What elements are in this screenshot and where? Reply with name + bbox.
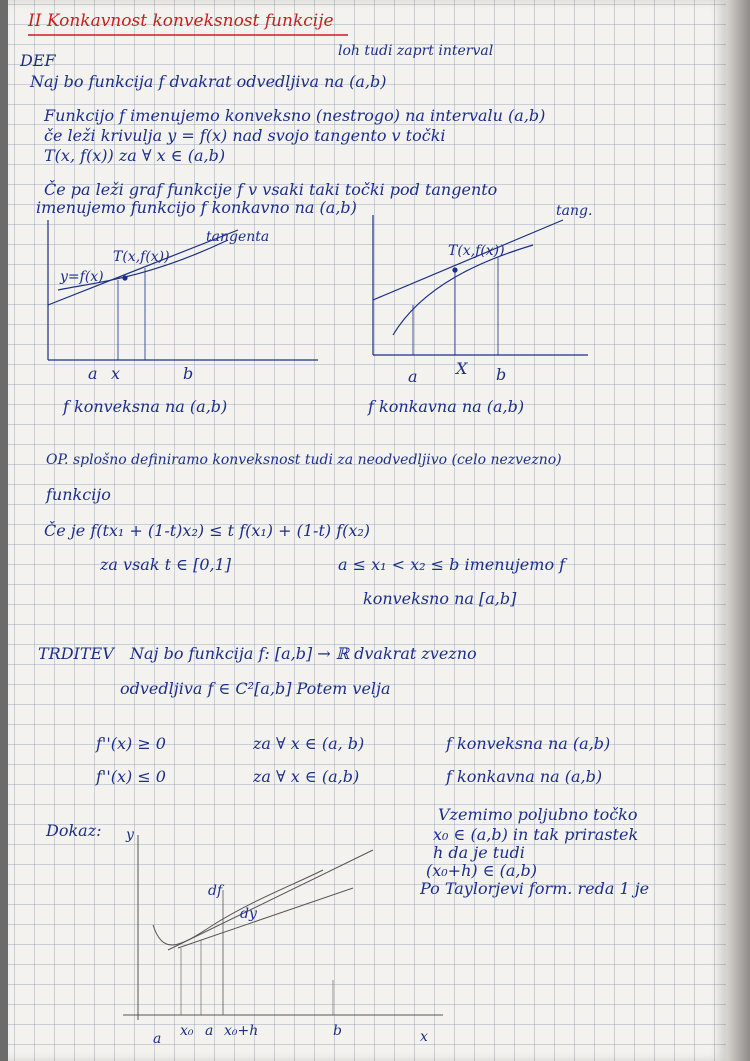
proof-x-tick-a2: a [205,1023,214,1039]
concave-x-label-x: X [456,359,468,378]
proof-dy-label: dy [240,906,257,922]
proof-x-tick-x0h: x₀+h [224,1023,259,1039]
convex-graph [38,220,338,380]
trditev-condition-1: f''(x) ≥ 0 [96,734,166,753]
concave-x-label-b: b [496,365,507,384]
proof-x-label: x [420,1029,428,1045]
def-line-4: T(x, f(x)) za ∀ x ∈ (a,b) [44,146,226,165]
trditev-line-1: Naj bo funkcija f: [a,b] → ℝ dvakrat zvezno [130,644,477,663]
concave-graph [363,215,593,375]
def-line-3: če leži krivulja y = f(x) nad svojo tangento v točki [44,126,446,145]
op-line-4b: a ≤ x₁ < x₂ ≤ b imenujemo f [338,555,566,574]
convex-x-label-a: a [88,364,98,383]
op-line-3: Če je f(tx₁ + (1-t)x₂) ≤ t f(x₁) + (1-t) f(x₂) [44,521,371,540]
trditev-result-1: f konveksna na (a,b) [446,734,611,753]
op-line-1: OP. splošno definiramo konveksnost tudi za neodvedljivo (celo nezvezno) [46,452,562,468]
page-title: II Konkavnost konveksnost funkcije [28,11,334,31]
notebook-page [8,0,726,1061]
convex-x-label-x: x [111,364,121,383]
dokaz-note-3: h da je tudi [433,843,525,862]
def-line-2: Funkcijo f imenujemo konveksno (nestrogo) na intervalu (a,b) [44,106,546,125]
concave-point-label: T(x,f(x)) [448,243,505,259]
dokaz-note-1: Vzemimo poljubno točko [438,805,638,824]
proof-y-label: y [126,827,134,843]
trditev-label: TRDITEV [38,644,114,663]
def-line-1: Naj bo funkcija f dvakrat odvedljiva na (a,b) [30,72,387,91]
def-line-6: imenujemo funkcijo f konkavno na (a,b) [36,198,357,217]
convex-caption: f konveksna na (a,b) [63,397,228,416]
convex-tangent-label: tangenta [206,229,270,245]
op-line-5: konveksno na [a,b] [363,589,517,608]
dokaz-label: Dokaz: [46,821,102,840]
dokaz-note-2: x₀ ∈ (a,b) in tak prirastek [433,825,639,844]
convex-point-label: T(x,f(x)) [113,249,170,265]
dokaz-note-5: Po Taylorjevi form. reda 1 je [420,879,650,898]
def-label: DEF [20,51,56,70]
trditev-quantifier-2: za ∀ x ∈ (a,b) [253,767,360,786]
title-underline [28,32,358,38]
proof-graph [123,830,453,1030]
concave-caption: f konkavna na (a,b) [368,397,525,416]
trditev-line-2: odvedljiva f ∈ C²[a,b] Potem velja [120,679,391,698]
proof-x-tick-b: b [333,1023,342,1039]
def-annotation: loh tudi zaprt interval [338,43,494,59]
proof-df-label: df [208,883,223,899]
trditev-quantifier-1: za ∀ x ∈ (a, b) [253,734,365,753]
trditev-result-2: f konkavna na (a,b) [446,767,603,786]
convex-x-label-b: b [183,364,194,383]
proof-x-tick-x0: x₀ [180,1023,194,1039]
op-line-4a: za vsak t ∈ [0,1] [100,555,231,574]
op-line-2: funkcijo [46,485,111,504]
convex-curve-label: y=f(x) [60,269,104,285]
page-edge-shadow [726,0,750,1061]
dokaz-note-4: (x₀+h) ∈ (a,b) [426,861,537,880]
def-line-5: Če pa leži graf funkcije f v vsaki taki točki pod tangento [44,180,498,199]
trditev-condition-2: f''(x) ≤ 0 [96,767,166,786]
proof-x-tick-a: a [153,1031,162,1047]
concave-x-label-a: a [408,367,418,386]
concave-tangent-label: tang. [556,203,593,219]
